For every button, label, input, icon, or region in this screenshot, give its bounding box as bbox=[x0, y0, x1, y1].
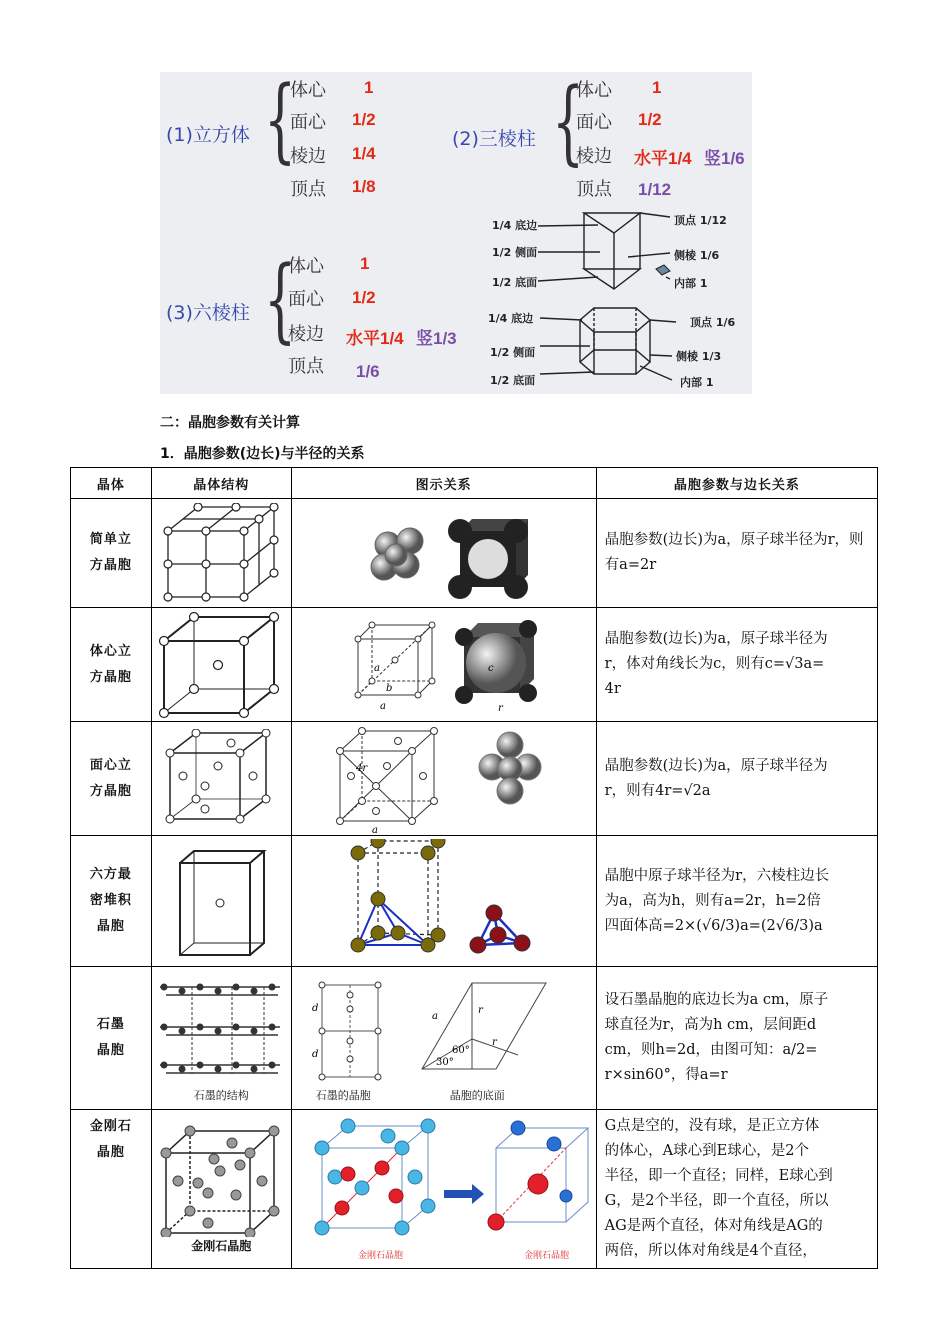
diagram-cell bbox=[291, 499, 596, 608]
svg-text:b: b bbox=[385, 682, 393, 694]
relation-cell bbox=[596, 836, 877, 967]
prism3-value-3: 水平1/4 bbox=[634, 149, 692, 168]
table-row-fcc bbox=[71, 722, 878, 836]
crystal-name-line: 晶胞 bbox=[96, 919, 125, 934]
graphite-structure-image bbox=[152, 973, 290, 1091]
hex-label-r1: 顶点 1/6 bbox=[690, 316, 736, 329]
header-crystal: 晶体 bbox=[71, 468, 152, 499]
table-row-diamond bbox=[71, 1110, 878, 1269]
svg-text:r: r bbox=[477, 1005, 483, 1016]
top-figure bbox=[160, 66, 752, 394]
cube-brace: { bbox=[264, 66, 297, 173]
crystal-name-line: 简单立 bbox=[89, 532, 132, 547]
crystal-name-cell bbox=[71, 967, 152, 1110]
crystal-name-line: 晶胞 bbox=[96, 1043, 125, 1058]
tri-label-r1: 顶点 1/12 bbox=[674, 214, 727, 227]
relation-text-line: 晶胞参数(边长)为a，原子球半径为 bbox=[604, 631, 828, 647]
table-header-row bbox=[71, 468, 878, 499]
svg-text:r: r bbox=[497, 702, 503, 714]
cube-value-1: 1 bbox=[364, 78, 374, 97]
cube-label-2: 面心 bbox=[290, 112, 326, 133]
cube-value-2: 1/2 bbox=[352, 110, 376, 129]
relation-cell bbox=[596, 608, 877, 722]
cube-title: (1)立方体 bbox=[166, 124, 250, 146]
crystal-name-line: 石墨 bbox=[96, 1017, 125, 1032]
prism3-value-2: 1/2 bbox=[638, 110, 662, 129]
diagram-cell bbox=[291, 836, 596, 967]
simple-cubic-diagram-image bbox=[292, 503, 592, 603]
crystal-name-line: 体心立 bbox=[89, 643, 132, 659]
diamond-structure-caption: 金刚石晶胞 bbox=[191, 1238, 252, 1253]
svg-text:4r: 4r bbox=[355, 762, 367, 774]
cube-label-4: 顶点 bbox=[290, 179, 326, 200]
prism3-label-4: 顶点 bbox=[576, 179, 612, 200]
relation-text-line: AG是两个直径，体对角线是AG的 bbox=[604, 1218, 823, 1234]
relation-text-line: 晶胞参数(边长)为a，原子球半径为 bbox=[604, 757, 828, 774]
header-relation: 晶胞参数与边长关系 bbox=[596, 468, 877, 499]
crystal-table bbox=[70, 467, 878, 1269]
svg-text:d: d bbox=[311, 1003, 319, 1014]
structure-cell bbox=[151, 722, 291, 836]
graphite-structure-caption: 石墨的结构 bbox=[193, 1089, 249, 1102]
diagram-cell bbox=[291, 1110, 596, 1269]
relation-text-line: r，则有4r=√2a bbox=[604, 782, 711, 799]
cube-value-4: 1/8 bbox=[352, 177, 376, 196]
svg-text:60°: 60° bbox=[451, 1045, 470, 1056]
relation-text-line: 为a，高为h，则有a=2r，h=2倍 bbox=[604, 892, 821, 909]
diagram-cell bbox=[291, 608, 596, 722]
relation-text-line: 设石墨晶胞的底边长为a cm，原子 bbox=[604, 992, 829, 1008]
structure-cell bbox=[151, 608, 291, 722]
table-row-hcp bbox=[71, 836, 878, 967]
prism6-label-2: 面心 bbox=[288, 289, 324, 310]
hex-label-r2: 侧棱 1/3 bbox=[676, 350, 722, 363]
relation-text: 晶胞参数(边长)为a，原子球半径为r，则有a=2r bbox=[604, 532, 864, 573]
header-structure: 晶体结构 bbox=[151, 468, 291, 499]
cube-label-1: 体心 bbox=[290, 80, 326, 101]
relation-text-line: cm，则h=2d，由图可知：a/2= bbox=[604, 1042, 818, 1058]
bcc-diagram-image bbox=[292, 611, 592, 719]
prism3-value-4: 1/12 bbox=[638, 180, 672, 199]
relation-cell bbox=[596, 722, 877, 836]
crystal-name-cell bbox=[71, 722, 152, 836]
prism3-value-3b: 竖1/6 bbox=[704, 149, 745, 168]
diagram-cell bbox=[291, 722, 596, 836]
diamond-structure-image bbox=[152, 1125, 290, 1237]
prism3-value-1: 1 bbox=[652, 78, 662, 97]
prism3-brace: { bbox=[552, 68, 585, 175]
relation-text-line: 晶胞中原子球半径为r，六棱柱边长 bbox=[604, 867, 830, 884]
prism6-label-3: 棱边 bbox=[288, 324, 324, 345]
tri-label-r2: 侧棱 1/6 bbox=[674, 249, 720, 262]
prism3-label-2: 面心 bbox=[576, 112, 612, 133]
prism3-title: (2)三棱柱 bbox=[452, 128, 536, 150]
table-row-simple-cubic bbox=[71, 499, 878, 608]
structure-cell bbox=[151, 836, 291, 967]
hcp-structure-image bbox=[152, 839, 290, 963]
crystal-name-line: 密堆积 bbox=[89, 893, 132, 908]
relation-text-line: 4r bbox=[604, 681, 621, 697]
header-diagram: 图示关系 bbox=[291, 468, 596, 499]
fcc-diagram-image bbox=[292, 725, 592, 833]
cube-value-3: 1/4 bbox=[352, 144, 376, 163]
graphite-base-caption: 晶胞的底面 bbox=[449, 1089, 505, 1102]
crystal-name-line: 方晶胞 bbox=[89, 669, 132, 685]
prism6-value-2: 1/2 bbox=[352, 288, 376, 307]
diamond-diagram-image bbox=[292, 1114, 592, 1264]
graphite-diagram-image bbox=[292, 975, 592, 1087]
prism6-brace: { bbox=[264, 246, 297, 353]
hex-label-l3: 1/2 底面 bbox=[490, 374, 536, 387]
diagram-cell bbox=[291, 967, 596, 1110]
fcc-structure-image bbox=[152, 729, 290, 829]
svg-text:金刚石晶胞: 金刚石晶胞 bbox=[357, 1251, 403, 1261]
crystal-name-line: 方晶胞 bbox=[89, 783, 132, 799]
crystal-name-cell bbox=[71, 499, 152, 608]
prism3-label-1: 体心 bbox=[576, 80, 612, 101]
svg-text:r: r bbox=[491, 1037, 497, 1048]
svg-text:a: a bbox=[431, 1011, 438, 1022]
cube-label-3: 棱边 bbox=[290, 146, 326, 167]
section-title: 二：晶胞参数有关计算 bbox=[160, 415, 300, 431]
svg-text:a: a bbox=[379, 700, 386, 712]
simple-cubic-structure-image bbox=[152, 503, 290, 603]
relation-text-line: r×sin60°，得a=r bbox=[604, 1067, 728, 1083]
prism6-value-3: 水平1/4 bbox=[346, 329, 404, 348]
relation-text-line: 的体心，A球心到E球心，是2个 bbox=[604, 1143, 809, 1159]
table-row-graphite bbox=[71, 967, 878, 1110]
relation-text-line: 两倍，所以体对角线是4个直径， bbox=[604, 1243, 817, 1259]
crystal-name-line: 方晶胞 bbox=[89, 558, 132, 573]
structure-cell bbox=[151, 967, 291, 1110]
svg-text:30°: 30° bbox=[435, 1057, 454, 1068]
hex-label-l2: 1/2 侧面 bbox=[490, 346, 536, 359]
crystal-name-cell bbox=[71, 1110, 152, 1269]
crystal-name-line: 面心立 bbox=[89, 757, 132, 773]
relation-text-line: 球直径为r，高为h cm，层间距d bbox=[604, 1017, 817, 1033]
prism6-label-1: 体心 bbox=[288, 256, 324, 277]
crystal-name-cell bbox=[71, 608, 152, 722]
hex-label-l1: 1/4 底边 bbox=[488, 312, 534, 325]
tri-label-l2: 1/2 侧面 bbox=[492, 246, 538, 259]
crystal-name-line: 金刚石 bbox=[89, 1119, 132, 1134]
prism6-value-3b: 竖1/3 bbox=[416, 329, 457, 348]
tri-label-r3: 内部 1 bbox=[674, 277, 708, 290]
svg-text:a: a bbox=[371, 824, 378, 833]
structure-cell bbox=[151, 1110, 291, 1269]
table-row-bcc bbox=[71, 608, 878, 722]
hex-label-r3: 内部 1 bbox=[680, 376, 714, 389]
prism6-label-4: 顶点 bbox=[288, 356, 324, 377]
prism3-label-3: 棱边 bbox=[576, 146, 612, 167]
svg-text:a: a bbox=[373, 662, 380, 674]
tri-label-l1: 1/4 底边 bbox=[492, 219, 538, 232]
relation-cell bbox=[596, 499, 877, 608]
relation-cell bbox=[596, 967, 877, 1110]
crystal-name-cell bbox=[71, 836, 152, 967]
crystal-name-line: 晶胞 bbox=[96, 1145, 125, 1160]
crystal-name-line: 六方最 bbox=[89, 867, 132, 882]
bcc-structure-image bbox=[152, 611, 290, 719]
svg-text:c: c bbox=[487, 662, 494, 674]
graphite-cell-caption: 石墨的晶胞 bbox=[315, 1089, 371, 1102]
relation-text-line: G点是空的，没有球，是正立方体 bbox=[604, 1118, 820, 1134]
prism6-title: (3)六棱柱 bbox=[166, 302, 250, 324]
prism6-value-4: 1/6 bbox=[356, 362, 380, 381]
tri-label-l3: 1/2 底面 bbox=[492, 276, 538, 289]
relation-text-line: G，是2个半径，即一个直径，所以 bbox=[604, 1193, 829, 1209]
relation-text-line: 半径，即一个直径；同样，E球心到 bbox=[604, 1168, 833, 1184]
relation-text-line: r，体对角线长为c，则有c=√3a= bbox=[604, 656, 825, 672]
structure-cell bbox=[151, 499, 291, 608]
svg-text:金刚石晶胞: 金刚石晶胞 bbox=[523, 1251, 569, 1261]
relation-cell bbox=[596, 1110, 877, 1269]
hcp-diagram-image bbox=[292, 839, 592, 963]
prism6-value-1: 1 bbox=[360, 254, 370, 273]
relation-text-line: 四面体高=2×(√6/3)a=(2√6/3)a bbox=[604, 917, 823, 934]
subsection-title: 1．晶胞参数(边长)与半径的关系 bbox=[160, 446, 365, 462]
svg-text:d: d bbox=[311, 1049, 319, 1060]
